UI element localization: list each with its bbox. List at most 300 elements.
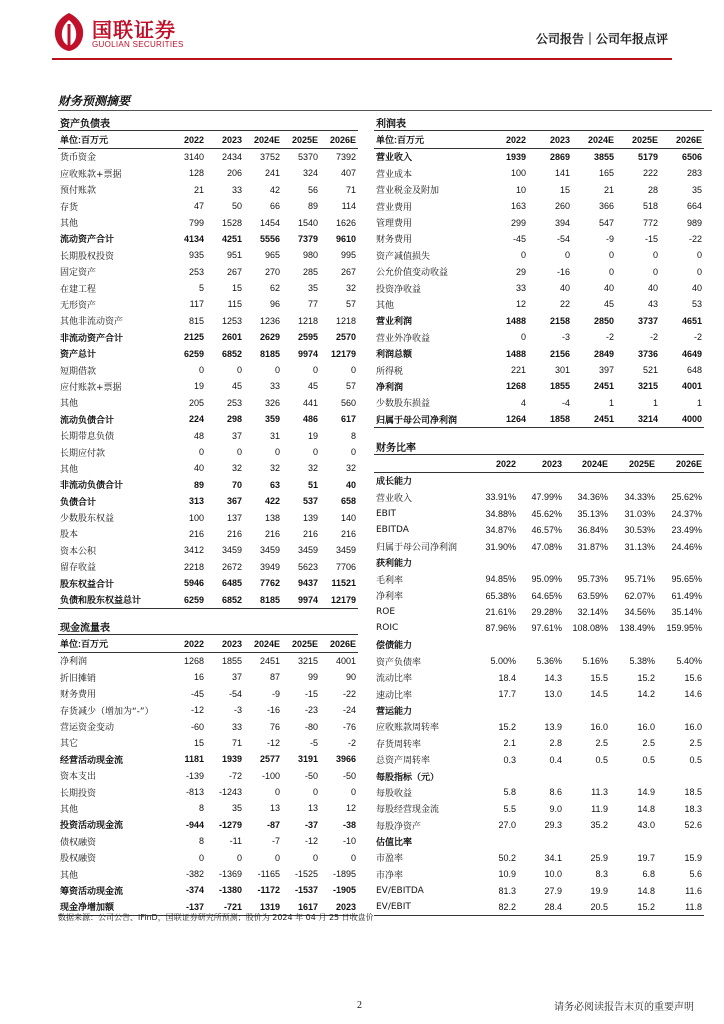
table-row <box>374 214 704 230</box>
row-value: -50 <box>304 770 318 781</box>
unit-label <box>374 455 472 472</box>
row-label: 营业收入 <box>376 153 413 164</box>
row-value: 1218 <box>335 315 356 326</box>
row-value: -1895 <box>332 869 356 880</box>
row-label: 财务费用 <box>60 690 97 701</box>
table-row <box>374 653 704 669</box>
row-value: 19.7 <box>637 852 655 863</box>
row-value: 95.09% <box>531 574 562 585</box>
table-row <box>374 801 704 817</box>
row-label: 股权融资 <box>60 854 97 865</box>
row-value: 14.6 <box>684 689 703 700</box>
row-value: -944 <box>185 819 204 830</box>
row-value: -139 <box>185 770 204 781</box>
row-value: 2451 <box>259 655 280 666</box>
row-value: 216 <box>226 528 242 539</box>
table-row <box>58 652 358 669</box>
year-header: 2022 <box>168 635 206 652</box>
row-value: 1253 <box>221 315 242 326</box>
year-header: 2022 <box>484 131 528 148</box>
row-value: 5.8 <box>503 787 516 798</box>
row-value: 11.3 <box>591 787 608 798</box>
row-label: 存货 <box>60 202 79 213</box>
row-value: 2434 <box>221 151 242 162</box>
table-row <box>58 768 358 784</box>
row-label: 投资活动现金流 <box>60 821 124 832</box>
row-value: 441 <box>302 397 318 408</box>
row-value: 64.65% <box>531 590 562 601</box>
row-value: -813 <box>185 787 204 798</box>
row-label: 流动比率 <box>376 674 413 685</box>
row-label: 资产总计 <box>60 350 97 361</box>
row-value: 14.8 <box>637 885 655 896</box>
row-value: 16 <box>193 672 204 683</box>
table-row <box>58 477 358 493</box>
data-source-footnote: 数据来源：公司公告、iFinD，国联证券研究所预测；股价为 2024 年 04 月 25 日收盘价 <box>58 913 374 922</box>
table-row <box>58 800 358 816</box>
row-label: 营运资金变动 <box>60 723 115 734</box>
row-value <box>518 637 564 653</box>
row-value: 772 <box>642 217 658 228</box>
row-value: 24.37% <box>671 508 703 519</box>
row-value: -10 <box>342 836 356 847</box>
table-row <box>374 247 704 263</box>
table-row <box>58 345 358 361</box>
row-value: -1380 <box>218 885 242 896</box>
row-value: -23 <box>304 705 318 716</box>
row-label: 筹资活动现金流 <box>60 886 124 897</box>
row-label: 流动资产合计 <box>60 235 115 246</box>
row-value: 1939 <box>221 754 242 765</box>
row-value: 6485 <box>221 578 242 589</box>
row-value: 6852 <box>206 591 244 608</box>
row-value <box>610 555 657 571</box>
row-value: -137 <box>168 899 206 916</box>
row-label: EBITDA <box>376 525 409 536</box>
table-header-row <box>58 131 358 148</box>
row-value: -7 <box>271 836 280 847</box>
row-value: 5.16% <box>582 656 608 667</box>
row-value: 0.3 <box>503 754 516 765</box>
row-value: 12179 <box>330 348 356 359</box>
row-value: 35.13% <box>577 508 608 519</box>
row-value: 40 <box>603 283 614 294</box>
row-value: -3 <box>233 705 242 716</box>
table-row <box>58 231 358 247</box>
table-row <box>58 718 358 734</box>
row-value: 29.3 <box>544 820 562 831</box>
year-header: 2025E <box>616 131 660 148</box>
row-value: 0 <box>652 250 658 261</box>
row-value: 13 <box>269 803 280 814</box>
row-value: 40 <box>692 283 703 294</box>
row-value: 29.28% <box>531 607 562 618</box>
row-value: 1218 <box>297 315 318 326</box>
row-value: 62 <box>269 283 280 294</box>
row-value: 0 <box>198 365 204 376</box>
row-value <box>472 768 518 784</box>
row-value: 34.1 <box>544 852 562 863</box>
table-row <box>374 411 704 428</box>
row-value: -11 <box>229 836 242 847</box>
row-label: 应收账款+票据 <box>60 169 122 180</box>
row-value: 224 <box>188 414 204 425</box>
row-value: 47.08% <box>531 541 562 552</box>
row-value: 12 <box>345 803 356 814</box>
table-row <box>374 669 704 685</box>
row-label: 资本支出 <box>60 772 97 783</box>
row-value: 141 <box>554 168 570 179</box>
row-value: 138.49% <box>619 623 655 634</box>
row-value: 2577 <box>259 754 280 765</box>
row-label: 现金净增加额 <box>58 899 168 916</box>
row-value: 8.6 <box>549 787 562 798</box>
row-value: 18.3 <box>684 803 703 814</box>
year-header: 2026E <box>320 131 358 148</box>
row-value: 89 <box>193 479 204 490</box>
table-title: 财务比率 <box>374 438 704 455</box>
row-label: 股东权益合计 <box>60 579 115 590</box>
row-value: 6259 <box>183 348 204 359</box>
table-row <box>58 559 358 575</box>
row-value: -45 <box>512 233 526 244</box>
row-value: 1617 <box>282 899 320 916</box>
page-number: 2 <box>357 1000 362 1011</box>
row-value: 221 <box>510 365 526 376</box>
row-value: 3736 <box>637 348 658 359</box>
row-value: 15.2 <box>610 899 657 916</box>
row-value: 205 <box>188 397 204 408</box>
row-value: 422 <box>264 496 280 507</box>
row-value <box>657 637 704 653</box>
row-value: 0 <box>236 852 242 863</box>
table-row <box>374 395 704 411</box>
row-value: 5370 <box>297 151 318 162</box>
row-value: 267 <box>226 266 242 277</box>
row-value: 115 <box>227 299 242 310</box>
row-value: 2.1 <box>503 738 516 749</box>
table-row <box>58 247 358 263</box>
year-header: 2024E <box>572 131 616 148</box>
row-value: 22 <box>559 299 570 310</box>
row-value: 2023 <box>320 899 358 916</box>
row-value: 87 <box>269 672 280 683</box>
row-value: 3459 <box>259 545 280 556</box>
unit-label: 单位:百万元 <box>58 635 168 652</box>
section-title: 财务预测摘要 <box>58 94 131 108</box>
row-value: 35 <box>692 184 703 195</box>
row-value: 13.0 <box>544 689 562 700</box>
table-row <box>58 686 358 702</box>
row-value: 138 <box>264 512 280 523</box>
row-value <box>610 637 657 653</box>
row-label: 非流动负债合计 <box>60 481 124 492</box>
row-value: 12179 <box>320 591 358 608</box>
row-value: 8.3 <box>595 869 608 880</box>
row-value: 5556 <box>259 233 280 244</box>
row-value: 46.57% <box>531 525 562 536</box>
row-value: 53 <box>692 299 703 310</box>
row-value: 980 <box>302 250 318 261</box>
row-label: 营业税金及附加 <box>376 186 440 197</box>
row-value: 34.87% <box>485 525 516 536</box>
row-value: 0 <box>608 250 614 261</box>
row-value <box>564 555 610 571</box>
row-value: 57 <box>345 381 356 392</box>
row-value: 799 <box>188 217 204 228</box>
row-value: -374 <box>185 885 204 896</box>
row-value: 9610 <box>335 233 356 244</box>
table-row <box>374 165 704 181</box>
row-value: 5.40% <box>676 656 703 667</box>
row-value: 5946 <box>183 578 204 589</box>
table-row <box>374 280 704 296</box>
table-row <box>58 784 358 800</box>
row-label: 应付账款+票据 <box>60 382 122 393</box>
row-value: 50 <box>231 201 242 212</box>
row-value: 40 <box>345 479 356 490</box>
row-label: 折旧摊销 <box>60 673 97 684</box>
row-value: 37 <box>231 672 242 683</box>
row-value: 0 <box>312 787 318 798</box>
row-label: 少数股东损益 <box>376 399 431 410</box>
row-value: 9974 <box>297 348 318 359</box>
row-value: 0 <box>520 250 526 261</box>
row-label: 财务费用 <box>376 235 413 246</box>
row-value: 1540 <box>297 217 318 228</box>
row-value: 5179 <box>637 151 658 162</box>
row-value: 33 <box>231 184 242 195</box>
income-statement-table <box>374 114 704 428</box>
row-value: 99 <box>307 672 318 683</box>
row-value: -38 <box>342 819 356 830</box>
year-header: 2026E <box>660 131 704 148</box>
row-value: 1 <box>652 397 658 408</box>
unit-label: 单位:百万元 <box>58 131 168 148</box>
row-value: 100 <box>510 168 526 179</box>
row-value: 82.2 <box>472 899 518 916</box>
row-value: 0 <box>350 787 356 798</box>
row-value: 40 <box>559 283 570 294</box>
table-row <box>374 264 704 280</box>
row-value: 10.9 <box>498 869 516 880</box>
row-value: 1319 <box>244 899 282 916</box>
table-row <box>58 493 358 509</box>
table-row <box>58 148 358 165</box>
row-value: 989 <box>687 217 703 228</box>
row-value: -1369 <box>218 869 242 880</box>
row-value: 1 <box>697 397 703 408</box>
row-value: 313 <box>188 496 204 507</box>
table-row <box>374 899 704 916</box>
row-value: 35 <box>231 803 242 814</box>
row-value: 0 <box>198 447 204 457</box>
row-value: 547 <box>598 217 614 228</box>
table-title-row <box>374 438 704 455</box>
row-value: 0 <box>350 852 356 863</box>
table-title: 利润表 <box>374 114 704 131</box>
row-value: 815 <box>188 315 204 326</box>
row-label: 营业利润 <box>376 317 413 328</box>
table-title-row <box>58 114 358 131</box>
row-value: 35 <box>307 283 318 294</box>
row-label: 负债合计 <box>60 497 97 508</box>
row-value: 216 <box>188 528 204 539</box>
row-label: 其他非流动资产 <box>60 317 124 328</box>
row-value: 1488 <box>505 315 526 326</box>
row-value: 71 <box>231 737 242 748</box>
row-value: 2849 <box>593 348 614 359</box>
row-value: 2125 <box>183 332 204 343</box>
row-label: 每股净资产 <box>376 821 422 832</box>
row-value: -16 <box>556 266 570 277</box>
row-value: 34.36% <box>577 492 608 503</box>
row-value: 4651 <box>682 315 703 326</box>
row-value: -12 <box>304 836 318 847</box>
row-label: 归属于母公司净利润 <box>376 543 458 554</box>
row-value: -12 <box>266 737 280 748</box>
row-value <box>518 768 564 784</box>
row-label: 其他 <box>60 399 79 410</box>
row-value: 139 <box>302 512 318 523</box>
row-value: 165 <box>598 168 614 179</box>
table-row <box>374 472 704 489</box>
row-value: 2.8 <box>549 738 562 749</box>
row-value: 3412 <box>183 545 204 556</box>
row-label: 市盈率 <box>376 854 404 865</box>
row-value: 16.0 <box>637 721 655 732</box>
row-value: -87 <box>266 819 280 830</box>
row-value: 0 <box>274 852 280 863</box>
row-value: 8185 <box>244 591 282 608</box>
row-label: 预付账款 <box>60 186 97 197</box>
row-value: 66 <box>269 201 280 212</box>
row-value: 3215 <box>637 381 658 392</box>
year-header: 2024E <box>244 635 282 652</box>
row-value: 14.9 <box>637 787 655 798</box>
table-row <box>58 591 358 608</box>
row-value: 35.14% <box>671 607 703 618</box>
row-value: 1855 <box>549 381 570 392</box>
row-label: 应收账款周转率 <box>376 723 440 734</box>
row-value: 518 <box>642 201 658 212</box>
row-value: 5.38% <box>629 656 655 667</box>
row-label: 其他 <box>60 804 79 815</box>
row-label: 市净率 <box>376 870 404 881</box>
row-value: -76 <box>342 721 356 732</box>
row-value: 19.9 <box>590 885 608 896</box>
table-row <box>58 817 358 833</box>
row-value <box>564 833 610 849</box>
year-header: 2022 <box>472 455 518 472</box>
row-value: 40 <box>647 283 658 294</box>
table-row <box>374 686 704 702</box>
row-label: 存货减少（增加为“-”） <box>60 706 154 717</box>
table-row <box>58 866 358 882</box>
row-value: 5623 <box>297 561 318 572</box>
row-label: 其他 <box>60 870 79 881</box>
table-row <box>374 296 704 312</box>
row-value: 397 <box>598 365 614 376</box>
row-value: 18.4 <box>498 672 516 683</box>
table-row <box>374 784 704 800</box>
row-value: -37 <box>304 819 318 830</box>
row-label: 所得税 <box>376 366 404 377</box>
row-value: 7392 <box>335 151 356 162</box>
table-row <box>374 148 704 165</box>
row-label: 存货周转率 <box>376 739 422 750</box>
row-label: 获利能力 <box>376 559 413 570</box>
row-label: 资本公积 <box>60 546 97 557</box>
row-value: 2.5 <box>595 738 608 749</box>
table-row <box>58 526 358 542</box>
row-label: 负债和股东权益总计 <box>58 591 168 608</box>
row-value: -15 <box>304 688 318 699</box>
row-value: 13 <box>307 803 318 814</box>
row-value: 2629 <box>259 332 280 343</box>
row-value: 0 <box>608 266 614 277</box>
row-value: 283 <box>687 168 703 179</box>
table-title-row <box>58 618 358 635</box>
row-label: 投资净收益 <box>376 284 422 295</box>
row-value: 18.5 <box>684 787 703 798</box>
row-value: 31 <box>269 430 280 441</box>
row-value: 359 <box>264 414 280 425</box>
row-value: 32.14% <box>577 607 608 618</box>
row-label: 流动负债合计 <box>60 415 115 426</box>
row-value: 76 <box>269 721 280 732</box>
row-value: 366 <box>598 201 614 212</box>
row-value: 2672 <box>221 561 242 572</box>
table-row <box>374 883 704 899</box>
row-value: 77 <box>307 299 318 310</box>
table-row <box>374 362 704 378</box>
row-value: 222 <box>642 168 658 179</box>
row-value: 0 <box>274 787 280 798</box>
row-value: 15.2 <box>498 721 516 732</box>
row-value: 21 <box>603 184 614 195</box>
row-value: -3 <box>561 332 570 343</box>
year-header: 2025E <box>282 635 320 652</box>
row-value: 298 <box>226 414 242 425</box>
row-label: 营业费用 <box>376 202 413 213</box>
row-value: 4001 <box>335 655 356 666</box>
row-label: 总资产周转率 <box>376 756 431 767</box>
row-value: 23.49% <box>671 525 703 536</box>
row-value: 15.2 <box>637 672 655 683</box>
row-value: 3737 <box>637 315 658 326</box>
table-row <box>58 444 358 460</box>
row-value <box>610 768 657 784</box>
row-value: 2451 <box>593 381 614 392</box>
financial-ratios-table <box>374 438 704 916</box>
row-value: -382 <box>185 869 204 880</box>
row-value <box>518 702 564 718</box>
row-value: -15 <box>644 233 658 244</box>
row-value <box>564 637 610 653</box>
row-value: 0 <box>652 266 658 277</box>
table-row <box>58 751 358 767</box>
row-value: -60 <box>190 721 204 732</box>
table-row <box>374 735 704 751</box>
row-value: -45 <box>190 688 204 699</box>
row-label: 每股收益 <box>376 788 413 799</box>
table-row <box>374 345 704 361</box>
row-value: 37 <box>231 430 242 441</box>
table-header-row <box>374 455 704 472</box>
row-value: 34.56% <box>624 607 655 618</box>
row-value: 2595 <box>297 332 318 343</box>
